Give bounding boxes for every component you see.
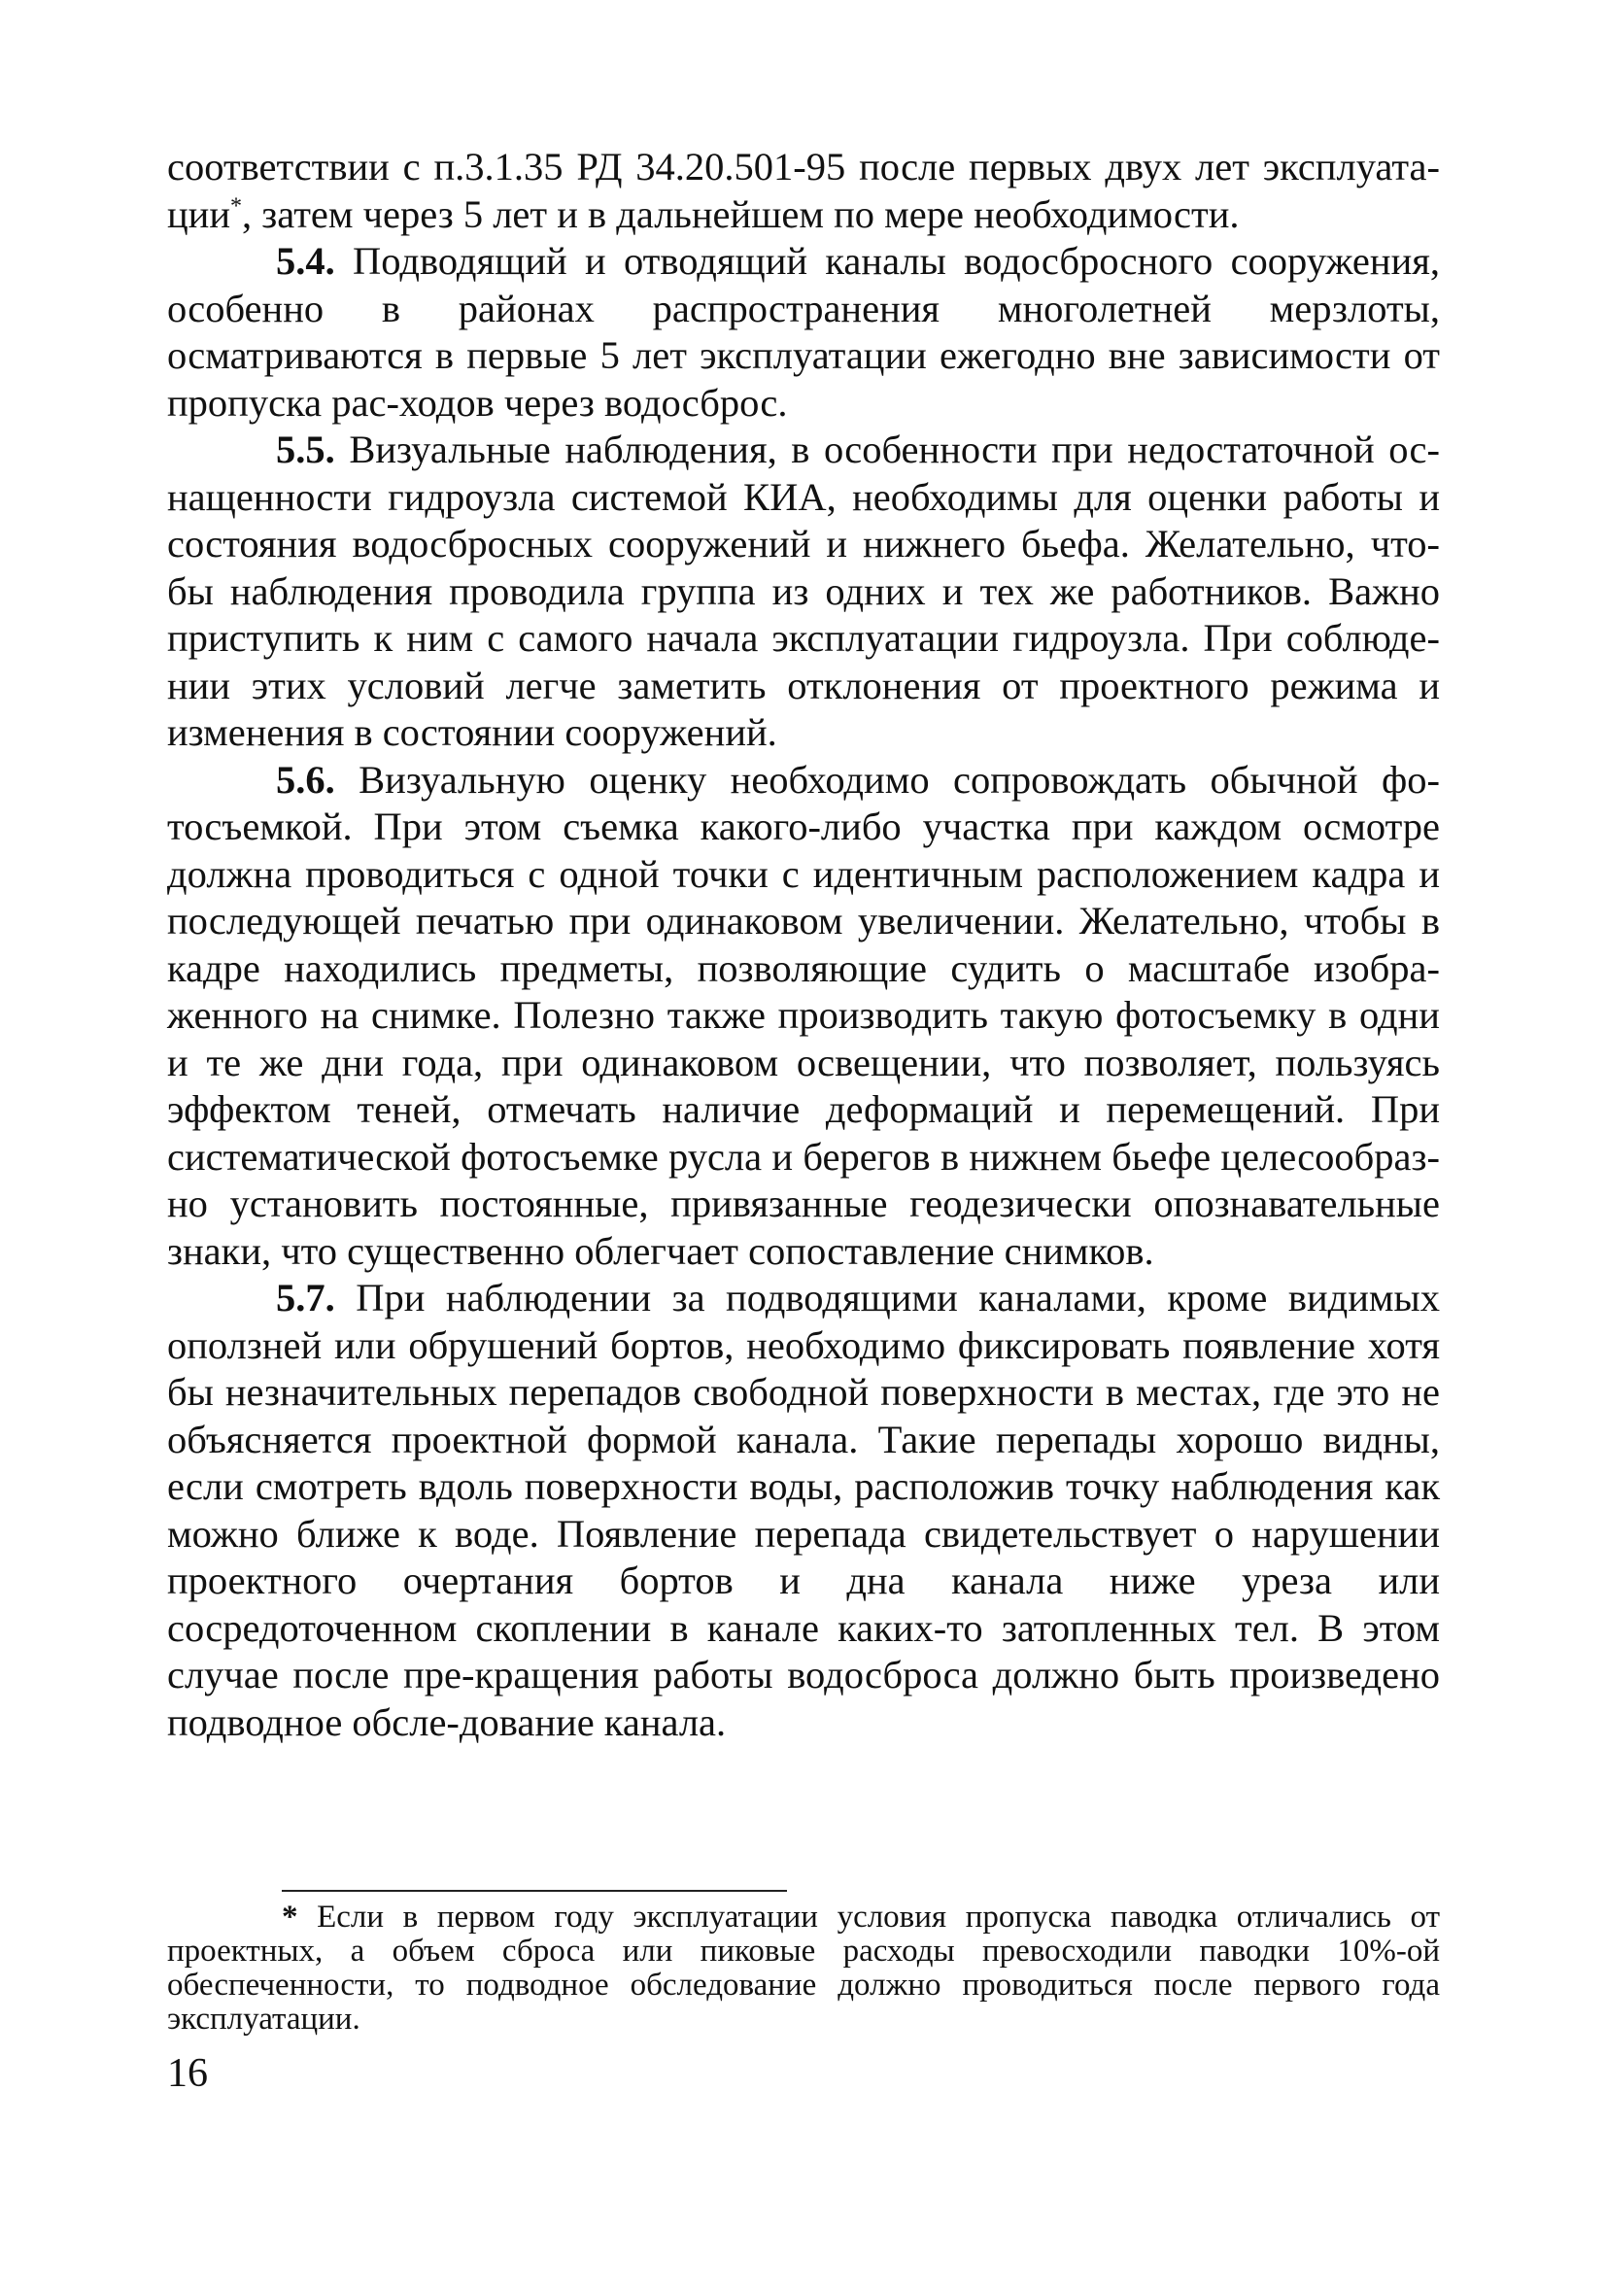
section-number: 5.6. <box>276 757 335 802</box>
paragraph-text-tail: , затем через 5 лет и в дальнейшем по мере необходимости. <box>242 191 1240 236</box>
paragraph-continuation <box>167 144 1440 238</box>
page-number: 16 <box>167 2051 208 2096</box>
footnote <box>167 1901 1440 2037</box>
footnote-reference: * <box>230 193 243 219</box>
paragraph-5-5 <box>167 427 1440 757</box>
footnote-mark: * <box>282 1900 298 1935</box>
paragraph-text: Визуальные наблюдения, в особенности при недостаточной ос-нащенности гидроузла системой КИА, необходимы для оценки работы и состояния водосбросных сооружений и нижнего бьефа. Желательно, что-бы наблюдения проводила группа из одних и тех же работников. Важно приступить к ним с самого начала эксплуатации гидроузла. При соблюде-нии этих условий легче заметить отклонения от проектного режима и изменения в состоянии сооружений. <box>167 428 1440 754</box>
footnote-text: Если в первом году эксплуатации условия пропуска паводка отличались от проектных, а объем сброса или пиковые расходы превосходили паводки 10%-ой обеспеченности, то подводное обследование должно проводиться после первого года эксплуатации. <box>167 1900 1440 2037</box>
paragraph-text: соответствии с п.3.1.35 РД 34.20.501-95 после первых двух лет эксплуата-ции <box>167 145 1440 236</box>
paragraph-text: Подводящий и отводящий каналы водосбросного сооружения, особенно в районах распространения многолетней мерзлоты, осматриваются в первые 5 лет эксплуатации ежегодно вне зависимости от пропуска рас-ходов через водосброс. <box>167 239 1440 425</box>
footnote-divider <box>282 1890 787 1892</box>
section-number: 5.4. <box>276 239 335 283</box>
paragraph-text: Визуальную оценку необходимо сопровождать обычной фо-тосъемкой. При этом съемка какого-либо участка при каждом осмотре должна проводиться с одной точки с идентичным расположением кадра и последующей печатью при одинаковом увеличении. Желательно, чтобы в кадре находились предметы, позволяющие судить о масштабе изобра-женного на снимке. Полезно также производить такую фотосъемку в одни и те же дни года, при одинаковом освещении, что позволяет, пользуясь эффектом теней, отмечать наличие деформаций и перемещений. При систематической фотосъемке русла и берегов в нижнем бьефе целесообраз-но установить постоянные, привязанные геодезически опознавательные знаки, что существенно облегчает сопоставление снимков. <box>167 757 1440 1273</box>
body-text <box>167 144 1440 1746</box>
section-number: 5.5. <box>276 428 335 471</box>
footnote-paragraph <box>167 1901 1440 2037</box>
section-number: 5.7. <box>276 1276 335 1319</box>
paragraph-text: При наблюдении за подводящими каналами, кроме видимых оползней или обрушений бортов, необходимо фиксировать появление хотя бы незначительных перепадов свободной поверхности в местах, где это не объясняется проектной формой канала. Такие перепады хорошо видны, если смотреть вдоль поверхности воды, расположив точку наблюдения как можно ближе к воде. Появление перепада свидетельствует о нарушении проектного очертания бортов и дна канала ниже уреза или сосредоточенном скоплении в канале каких-то затопленных тел. В этом случае после пре-кращения работы водосброса должно быть произведено подводное обсле-дование канала. <box>167 1276 1440 1744</box>
paragraph-5-6 <box>167 757 1440 1276</box>
paragraph-5-7 <box>167 1275 1440 1746</box>
paragraph-5-4 <box>167 238 1440 427</box>
